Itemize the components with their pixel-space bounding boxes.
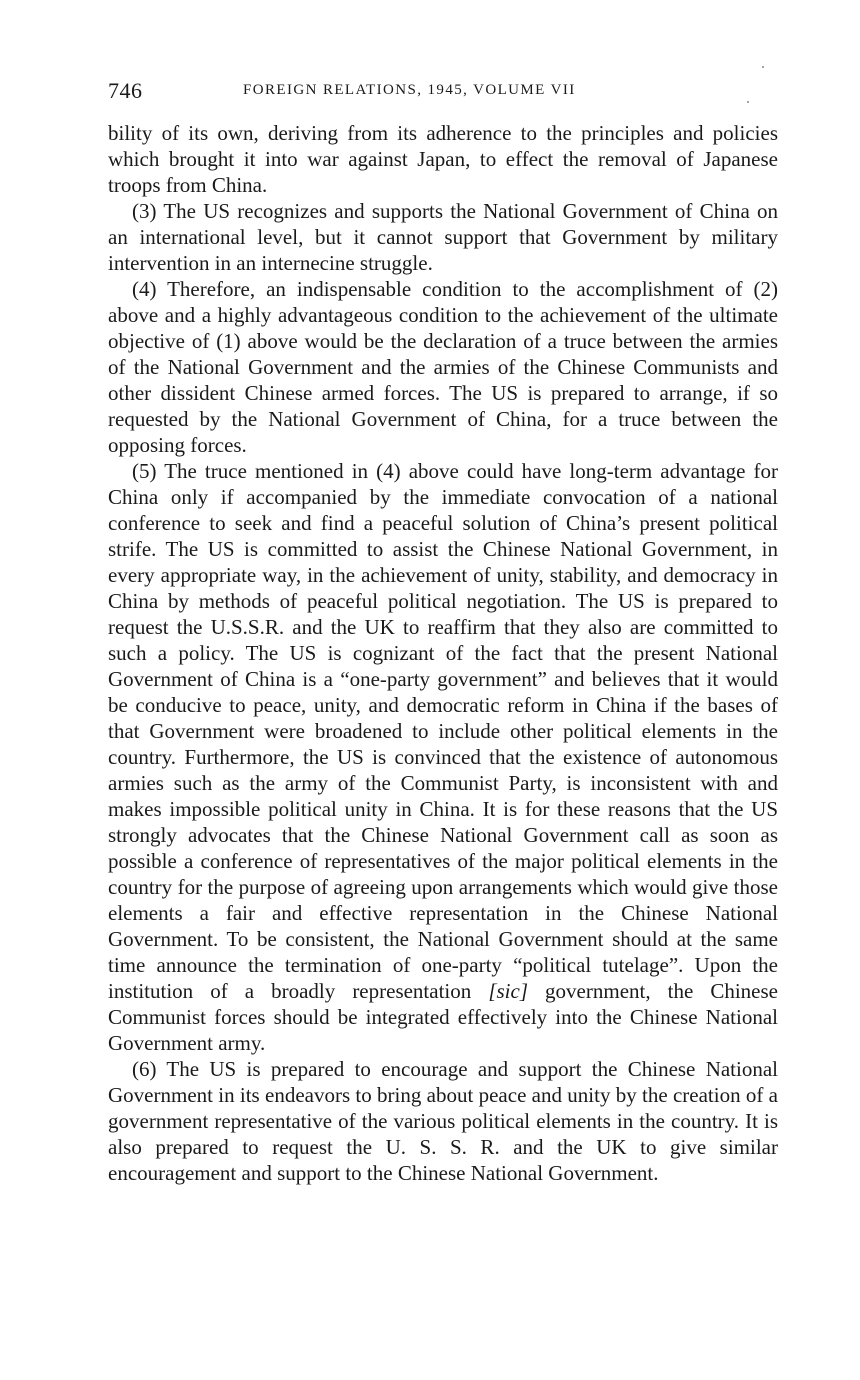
paragraph-5: [108, 458, 778, 1056]
paragraph-5-text: (5) The truce mentioned in (4) above could have long-term advantage for China only if accompanied by the immediate convocation of a national conference to seek and find a peaceful solution of China’s present political strife. The US is committed to assist the Chinese National Government, in every appropriate way, in the achievement of unity, stability, and democracy in China by methods of peaceful political negotiation. The US is prepared to request the U.S.S.R. and the UK to reaffirm that they also are committed to such a policy. The US is cognizant of the fact that the present National Government of China is a “one-party government” and believes that it would be conducive to peace, unity, and democratic reform in China if the bases of that Government were broadened to include other political elements in the country. Furthermore, the US is convinced that the existence of autonomous armies such as the army of the Communist Party, is inconsistent with and makes impossible political unity in China. It is for these reasons that the US strongly advocates that the Chinese National Government call as soon as possible a conference of representatives of the major political elements in the country for the purpose of agreeing upon arrangements which would give those elements a fair and effective representation in the Chinese National Government. To be consistent, the National Government should at the same time announce the termination of one-party “political tutelage”. Upon the institution of a broadly representation: [108, 459, 778, 1003]
running-head: FOREIGN RELATIONS, 1945, VOLUME VII: [243, 82, 576, 98]
scan-speck: [762, 66, 764, 68]
paragraph-4: (4) Therefore, an indispensable condition to the accomplishment of (2) above and a highly advantageous condition to the achievement of the ultimate objective of (1) above would be the declaration of a truce between the armies of the National Government and the armies of the Chinese Communists and other dissident Chinese armed forces. The US is prepared to arrange, if so requested by the National Government of China, for a truce between the opposing forces.: [108, 277, 778, 457]
document-page: [108, 78, 778, 1186]
page-number: 746: [108, 78, 143, 103]
body-text: [108, 120, 778, 1186]
page-header: [108, 78, 778, 112]
paragraph-5-text-end: government, the Chinese Communist forces should be integrated effectively into the Chinese National Government army.: [108, 979, 778, 1055]
paragraph-continuation: bility of its own, deriving from its adherence to the principles and policies which brought it into war against Japan, to effect the removal of Japanese troops from China.: [108, 121, 778, 197]
sic-annotation: [sic]: [488, 979, 528, 1003]
paragraph-6: (6) The US is prepared to encourage and support the Chinese National Government in its endeavors to bring about peace and unity by the creation of a government representative of the various political elements in the country. It is also prepared to request the U. S. S. R. and the UK to give similar encouragement and support to the Chinese National Government.: [108, 1057, 778, 1185]
paragraph-3: (3) The US recognizes and supports the National Government of China on an international level, but it cannot support that Government by military intervention in an internecine struggle.: [108, 199, 778, 275]
